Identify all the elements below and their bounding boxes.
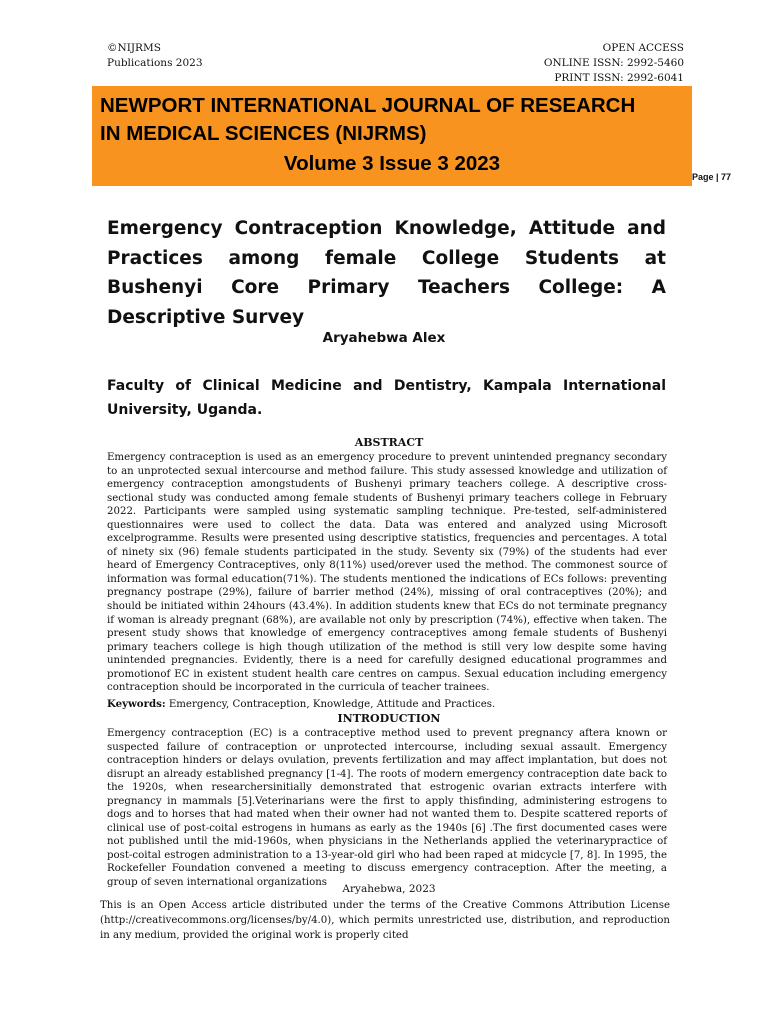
online-issn-text: ONLINE ISSN: 2992-5460 bbox=[543, 57, 684, 69]
page-number: Page | 77 bbox=[692, 172, 732, 182]
article-title: Emergency Contraception Knowledge, Attitude and Practices among female College Students at Bushenyi Core Primary Teachers College: A Descriptive Survey bbox=[107, 218, 666, 328]
author-affiliation: Faculty of Clinical Medicine and Dentistry, Kampala International University, Uganda. bbox=[107, 378, 666, 418]
keywords-line bbox=[107, 698, 667, 712]
introduction-text: Emergency contraception (EC) is a contraceptive method used to prevent pregnancy aftera known or suspected failure of contraception or unprotected intercourse, including sexual assault. Emergency contraception hinders or delays ovulation, prevents fertilization and may affect implantation, but does not disrupt an already established pregnancy [1-4]. The roots of modern emergency contraception date back to the 1920s, when researchersinitially demonstrated that estrogenic ovarian extracts interfere with pregnancy in mammals [5].Veterinarians were the first to apply thisfinding, administering estrogens to dogs and to horses that had mated when their owner had not wanted them to. Despite scattered reports of clinical use of post-coital estrogens in humans as early as the 1940s [6] .The first documented cases were not published until the mid-1960s, when physicians in the Netherlands applied the veterinarypractice of post-coital estrogen administration to a 13-year-old girl who had been raped at midcycle [7, 8]. In 1995, the Rockefeller Foundation convened a meeting to discuss emergency contraception. After the meeting, a group of seven international organizations bbox=[107, 728, 667, 889]
journal-title-line2: IN MEDICAL SCIENCES (NIJRMS) bbox=[100, 122, 427, 145]
abstract-text: Emergency contraception is used as an emergency procedure to prevent unintended pregnancy secondary to an unprotected sexual intercourse and method failure. This study assessed knowledge and utilization of emergency contraception amongstudents of Bushenyi primary teachers college. A descriptive cross-sectional study was conducted among female students of Bushenyi primary teachers college in February 2022. Participants were sampled using systematic sampling technique. Pre-tested, self-administered questionnaires were used to collect the data. Data was entered and analyzed using Microsoft excelprogramme. Results were presented using descriptive statistics, frequencies and percentages. A total of ninety six (96) female students participated in the study. Seventy six (79%) of the students had ever heard of Emergency Contraceptives, only 8(11%) used/orever used the method. The commonest source of information was formal education(71%). The students mentioned the indications of ECs follows: preventing pregnancy postrape (29%), failure of barrier method (24%), missing of oral contraceptives (20%); and should be initiated within 24hours (43.4%). In addition students knew that ECs do not terminate pregnancy if woman is already pregnant (68%), are available not only by prescription (74%), effective when taken. The present study shows that knowledge of emergency contraceptives among female students of Bushenyi primary teachers college is high though utilization of the method is still very low despite some having unintended pregnancies. Evidently, there is a need for carefully designed educational programmes and promotionof EC in existent student health care centres on campus. Sexual education including emergency contraception should be incorporated in the curricula of teacher trainees. bbox=[107, 452, 667, 694]
license-text: This is an Open Access article distributed under the terms of the Creative Commons Attribution License (http://creativecommons.org/licenses/by/4.0), which permits unrestricted use, distribution, and reproduction in any medium, provided the original work is properly cited bbox=[100, 900, 670, 941]
header-left bbox=[107, 41, 203, 71]
journal-banner bbox=[92, 86, 692, 186]
introduction-heading: INTRODUCTION bbox=[337, 712, 441, 725]
publications-text: Publications 2023 bbox=[107, 57, 203, 69]
article-author: Aryahebwa Alex bbox=[322, 330, 446, 346]
open-access-text: OPEN ACCESS bbox=[602, 42, 684, 54]
footer-author-year: Aryahebwa, 2023 bbox=[342, 883, 436, 895]
print-issn-text: PRINT ISSN: 2992-6041 bbox=[554, 72, 684, 84]
header-right bbox=[544, 41, 684, 86]
volume-issue: Volume 3 Issue 3 2023 bbox=[283, 152, 501, 175]
journal-title-line1: NEWPORT INTERNATIONAL JOURNAL OF RESEARCH bbox=[100, 94, 636, 117]
copyright-text: ©NIJRMS bbox=[107, 42, 161, 54]
keywords-label: Keywords: bbox=[107, 698, 166, 710]
keywords-text: Emergency, Contraception, Knowledge, Attitude and Practices. bbox=[165, 699, 496, 710]
abstract-heading: ABSTRACT bbox=[354, 436, 424, 449]
